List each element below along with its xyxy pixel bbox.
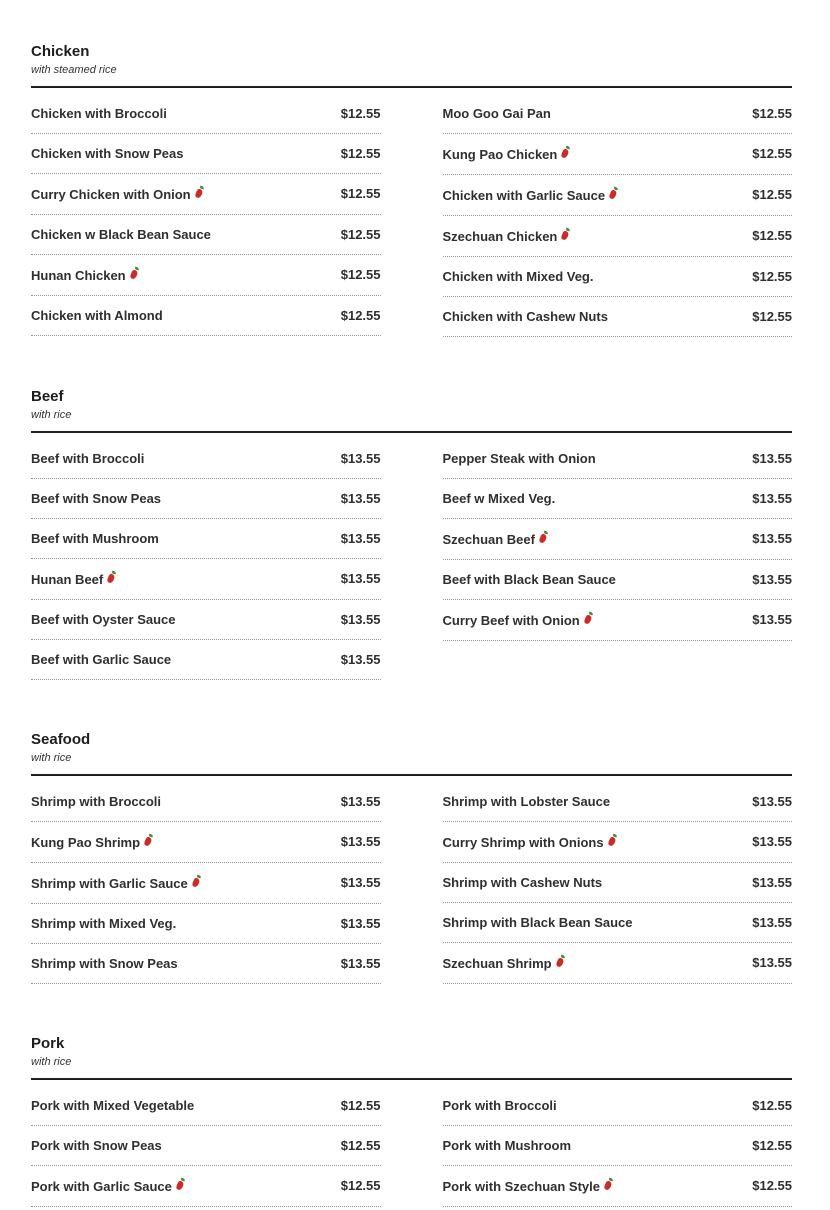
chili-pepper-icon (108, 571, 117, 583)
item-price: $13.55 (752, 834, 792, 849)
item-name: Chicken with Snow Peas (31, 146, 184, 161)
item-name: Chicken with Garlic Sauce (442, 188, 606, 203)
item-name-wrap (31, 794, 161, 810)
item-price: $13.55 (752, 794, 792, 809)
section-chicken (31, 43, 792, 337)
item-name-wrap (443, 228, 572, 245)
item-price: $12.55 (340, 186, 381, 201)
item-price: $12.55 (752, 1098, 792, 1113)
item-price: $13.55 (752, 612, 792, 627)
chili-pepper-icon (540, 531, 549, 543)
item-name-wrap (443, 572, 616, 588)
item-price: $13.55 (340, 571, 381, 586)
item-price: $12.55 (752, 1178, 792, 1193)
menu-item (31, 439, 381, 479)
item-price: $12.55 (752, 228, 792, 243)
item-name-wrap (443, 834, 618, 851)
menu-item (31, 134, 381, 174)
item-name-wrap (443, 1098, 557, 1114)
item-name-wrap (31, 106, 167, 122)
item-name: Szechuan Shrimp (442, 956, 552, 971)
chili-pepper-icon (557, 955, 566, 967)
chili-pepper-icon (562, 146, 571, 158)
chili-pepper-icon (562, 228, 571, 240)
item-name-wrap (31, 834, 154, 851)
item-name-wrap (443, 187, 620, 204)
menu-item (443, 600, 793, 641)
menu-columns (31, 782, 792, 984)
item-name-wrap (31, 612, 176, 628)
menu-column-left (31, 439, 381, 680)
item-name: Shrimp with Black Bean Sauce (442, 915, 633, 930)
menu-column-right (443, 1086, 793, 1207)
menu-columns (31, 94, 792, 337)
item-price: $13.55 (340, 875, 381, 890)
menu-item (443, 1166, 793, 1207)
section-divider (31, 86, 792, 88)
menu-item (31, 904, 381, 944)
item-price: $13.55 (340, 531, 381, 546)
item-name: Curry Shrimp with Onions (442, 835, 604, 850)
section-seafood (31, 731, 792, 984)
item-name: Kung Pao Shrimp (31, 835, 141, 850)
item-name: Hunan Beef (31, 572, 104, 587)
item-name: Kung Pao Chicken (442, 147, 558, 162)
item-price: $12.55 (340, 106, 381, 121)
item-price: $12.55 (752, 187, 792, 202)
menu-item (31, 944, 381, 984)
item-price: $12.55 (340, 1138, 381, 1153)
menu-item (31, 559, 381, 600)
menu-item (443, 94, 793, 134)
item-name: Shrimp with Broccoli (31, 794, 162, 809)
item-name: Moo Goo Gai Pan (442, 106, 551, 121)
menu-item (443, 297, 793, 337)
item-price: $12.55 (752, 269, 792, 284)
section-pork (31, 1035, 792, 1207)
section-divider (31, 774, 792, 776)
item-name: Shrimp with Garlic Sauce (31, 876, 188, 891)
menu-item (443, 175, 793, 216)
section-divider (31, 1078, 792, 1080)
menu-item (31, 1086, 381, 1126)
section-title: Seafood (31, 731, 91, 748)
item-name-wrap (443, 491, 556, 507)
item-price: $13.55 (752, 955, 792, 970)
item-name-wrap (443, 269, 594, 285)
item-price: $12.55 (752, 146, 792, 161)
menu-item (31, 822, 381, 863)
item-price: $13.55 (752, 451, 792, 466)
menu-item (443, 782, 793, 822)
item-name-wrap (31, 531, 159, 547)
item-price: $12.55 (752, 1138, 792, 1153)
item-name: Beef with Oyster Sauce (31, 612, 176, 627)
menu-item (443, 216, 793, 257)
item-name: Chicken with Almond (31, 308, 163, 323)
item-name: Pork with Mushroom (442, 1138, 572, 1153)
item-name: Chicken with Broccoli (31, 106, 167, 121)
item-name-wrap (31, 916, 176, 932)
item-name-wrap (31, 308, 163, 324)
menu-column-right (443, 782, 793, 984)
item-name: Pork with Broccoli (442, 1098, 557, 1113)
item-name-wrap (443, 875, 603, 891)
item-name-wrap (443, 915, 633, 931)
menu-item (443, 439, 793, 479)
section-subtitle: with rice (31, 752, 72, 764)
section-beef (31, 388, 792, 680)
chili-pepper-icon (196, 186, 205, 198)
menu-item (443, 134, 793, 175)
item-name: Hunan Chicken (31, 268, 126, 283)
chili-pepper-icon (605, 1178, 614, 1190)
menu-item (31, 519, 381, 559)
menu-item (443, 257, 793, 297)
item-price: $13.55 (340, 794, 381, 809)
item-name: Szechuan Chicken (442, 229, 558, 244)
menu-column-left (31, 782, 381, 984)
section-title: Beef (31, 388, 64, 405)
menu-item (31, 479, 381, 519)
item-name-wrap (443, 1178, 615, 1195)
menu-item (31, 640, 381, 680)
item-name: Pork with Szechuan Style (442, 1179, 600, 1194)
item-name-wrap (31, 186, 205, 203)
item-price: $13.55 (340, 612, 381, 627)
item-name-wrap (443, 309, 608, 325)
menu-item (443, 479, 793, 519)
item-price: $13.55 (340, 451, 381, 466)
section-divider (31, 431, 792, 433)
menu-item (31, 600, 381, 640)
menu-column-right (443, 439, 793, 680)
item-name-wrap (31, 652, 171, 668)
menu-columns (31, 1086, 792, 1207)
item-name-wrap (443, 1138, 572, 1154)
item-name-wrap (31, 1138, 162, 1154)
item-name-wrap (443, 794, 611, 810)
menu-column-left (31, 1086, 381, 1207)
section-subtitle: with rice (31, 409, 72, 421)
menu-item (443, 519, 793, 560)
item-price: $12.55 (340, 146, 381, 161)
menu-column-right (443, 94, 793, 337)
item-name: Beef with Broccoli (31, 451, 145, 466)
item-name-wrap (443, 955, 566, 972)
item-name: Beef with Snow Peas (31, 491, 162, 506)
item-price: $13.55 (752, 875, 792, 890)
item-name: Pork with Mixed Vegetable (31, 1098, 195, 1113)
item-name: Szechuan Beef (442, 532, 535, 547)
item-price: $13.55 (340, 491, 381, 506)
chili-pepper-icon (609, 834, 618, 846)
menu-item (31, 296, 381, 336)
menu-column-left (31, 94, 381, 337)
item-name: Shrimp with Snow Peas (31, 956, 178, 971)
chili-pepper-icon (610, 187, 619, 199)
section-title: Chicken (31, 43, 90, 60)
chili-pepper-icon (131, 267, 140, 279)
item-price: $12.55 (340, 1098, 381, 1113)
section-title: Pork (31, 1035, 65, 1052)
item-name: Curry Beef with Onion (442, 613, 580, 628)
item-name-wrap (31, 1098, 194, 1114)
item-name-wrap (31, 451, 144, 467)
item-name-wrap (443, 146, 572, 163)
item-name: Beef with Black Bean Sauce (442, 572, 616, 587)
item-name: Beef with Garlic Sauce (31, 652, 172, 667)
menu-item (31, 1126, 381, 1166)
menu-item (31, 94, 381, 134)
menu-item (443, 863, 793, 903)
item-price: $13.55 (340, 956, 381, 971)
menu-item (31, 215, 381, 255)
item-name-wrap (31, 956, 178, 972)
item-name: Shrimp with Lobster Sauce (442, 794, 611, 809)
item-price: $13.55 (340, 652, 381, 667)
item-price: $12.55 (340, 227, 381, 242)
item-name-wrap (31, 571, 117, 588)
item-price: $13.55 (340, 916, 381, 931)
menu-item (31, 174, 381, 215)
menu-item (443, 903, 793, 943)
item-name: Pepper Steak with Onion (442, 451, 596, 466)
item-name-wrap (31, 227, 211, 243)
item-price: $13.55 (752, 915, 792, 930)
item-name: Curry Chicken with Onion (31, 187, 191, 202)
item-name-wrap (443, 531, 549, 548)
item-price: $12.55 (340, 308, 381, 323)
item-price: $12.55 (752, 309, 792, 324)
item-name-wrap (31, 875, 202, 892)
menu-item (443, 560, 793, 600)
item-price: $13.55 (752, 491, 792, 506)
item-price: $13.55 (752, 531, 792, 546)
item-name: Pork with Garlic Sauce (31, 1179, 172, 1194)
chili-pepper-icon (193, 875, 202, 887)
item-name: Pork with Snow Peas (31, 1138, 162, 1153)
menu-columns (31, 439, 792, 680)
item-price: $12.55 (340, 267, 381, 282)
menu-item (31, 782, 381, 822)
item-name: Shrimp with Cashew Nuts (442, 875, 603, 890)
item-name: Chicken w Black Bean Sauce (31, 227, 211, 242)
item-name: Chicken with Mixed Veg. (442, 269, 594, 284)
item-name-wrap (443, 451, 596, 467)
section-subtitle: with steamed rice (31, 64, 117, 76)
chili-pepper-icon (585, 612, 594, 624)
item-name-wrap (31, 267, 140, 284)
menu-item (443, 822, 793, 863)
chili-pepper-icon (145, 834, 154, 846)
item-name: Shrimp with Mixed Veg. (31, 916, 177, 931)
item-price: $13.55 (340, 834, 381, 849)
item-price: $12.55 (752, 106, 792, 121)
chili-pepper-icon (177, 1178, 186, 1190)
item-name-wrap (443, 106, 551, 122)
menu-item (31, 1166, 381, 1207)
item-name: Chicken with Cashew Nuts (442, 309, 608, 324)
section-subtitle: with rice (31, 1056, 72, 1068)
menu-item (443, 1126, 793, 1166)
menu-item (31, 255, 381, 296)
item-name-wrap (31, 1178, 186, 1195)
item-name: Beef with Mushroom (31, 531, 159, 546)
item-name-wrap (443, 612, 594, 629)
menu-item (443, 1086, 793, 1126)
item-name-wrap (31, 146, 183, 162)
item-name-wrap (31, 491, 161, 507)
item-name: Beef w Mixed Veg. (442, 491, 556, 506)
menu-item (443, 943, 793, 984)
item-price: $13.55 (752, 572, 792, 587)
menu-item (31, 863, 381, 904)
item-price: $12.55 (340, 1178, 381, 1193)
